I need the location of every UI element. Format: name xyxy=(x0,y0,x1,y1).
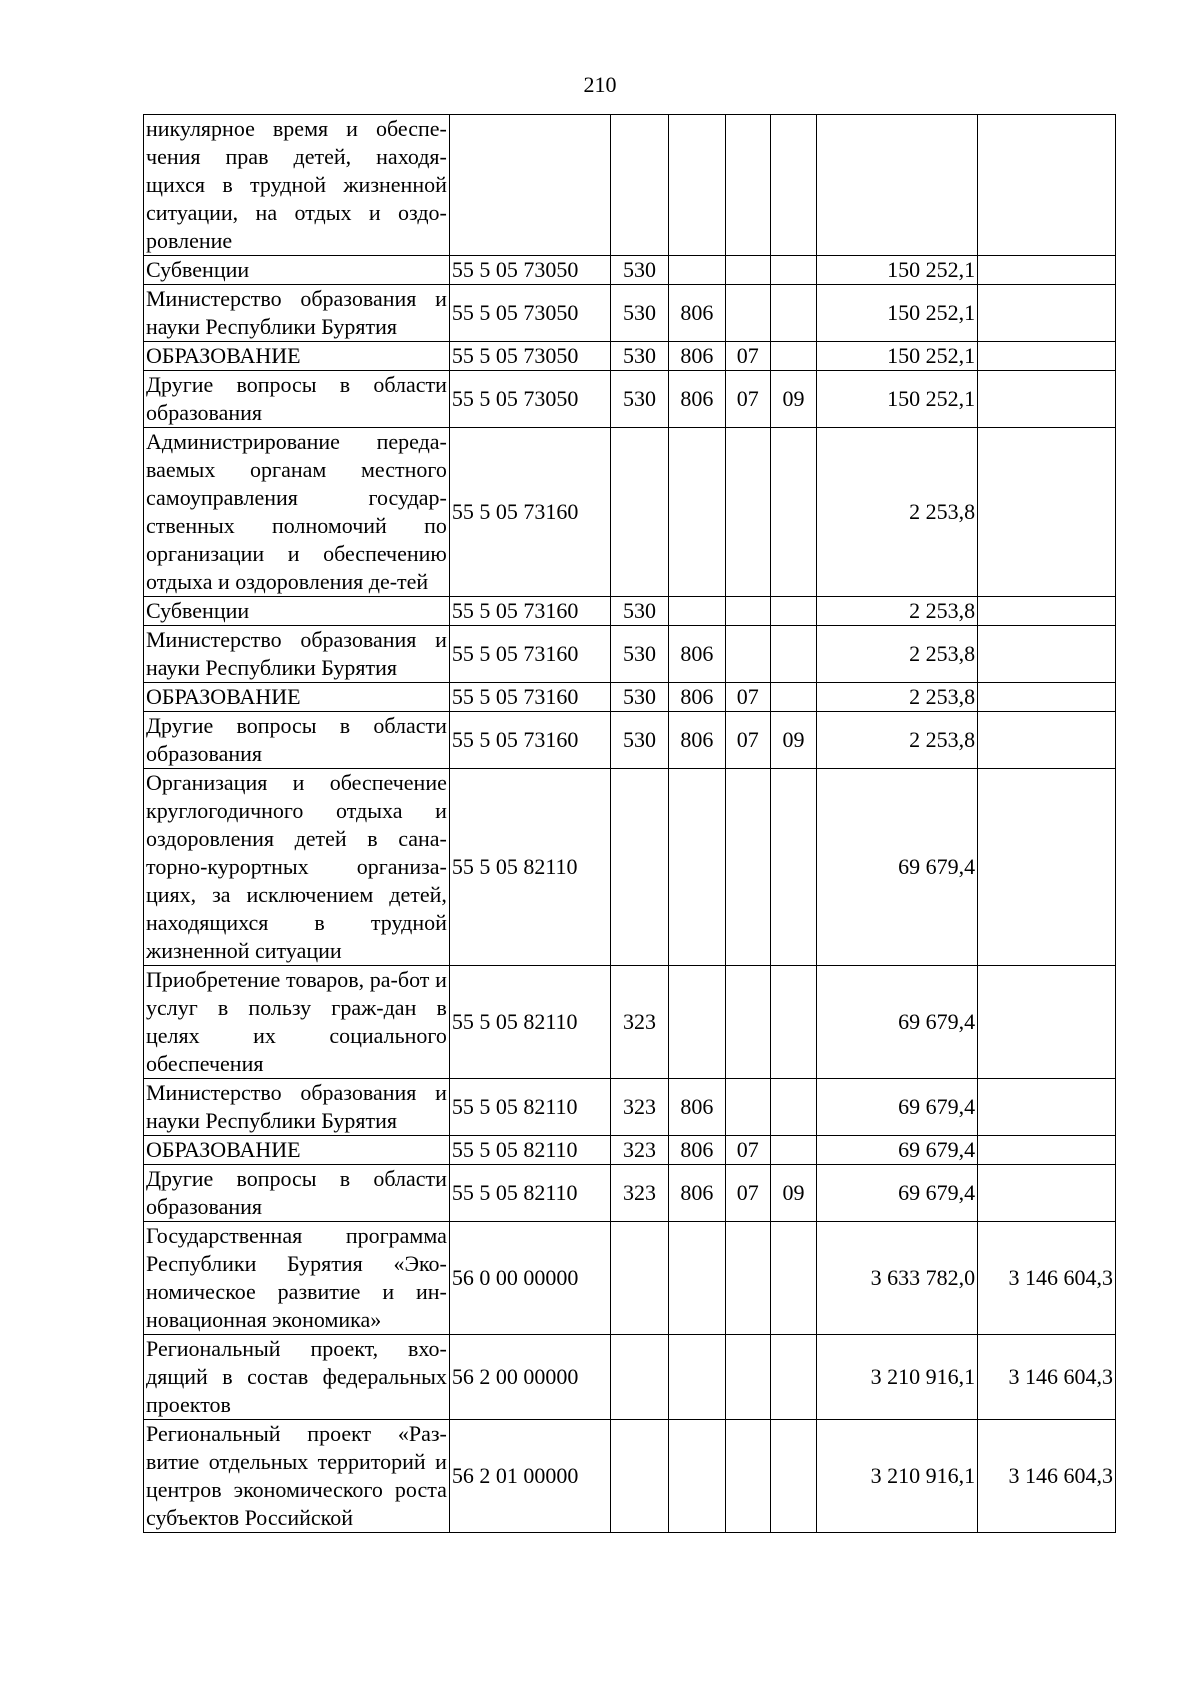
table-row xyxy=(144,769,1116,966)
expense-type-cell: 530 xyxy=(610,285,668,342)
subsection-code-cell xyxy=(770,966,816,1079)
item-name-cell: никулярное время и обеспе-чения прав детей, находя-щихся в трудной жизненной ситуации, на отдых и оздо-ровление xyxy=(144,115,450,256)
department-code-cell xyxy=(669,256,725,285)
amount-cell: 2 253,8 xyxy=(817,428,978,597)
expense-type-cell: 323 xyxy=(610,1136,668,1165)
target-article-cell: 55 5 05 73160 xyxy=(449,712,610,769)
section-code-cell xyxy=(725,769,770,966)
amount-cell: 3 210 916,1 xyxy=(817,1420,978,1533)
target-article-cell: 55 5 05 73160 xyxy=(449,626,610,683)
target-article-cell: 55 5 05 82110 xyxy=(449,769,610,966)
department-code-cell xyxy=(669,1420,725,1533)
department-code-cell xyxy=(669,115,725,256)
expense-type-cell xyxy=(610,1335,668,1420)
item-name-cell: Другие вопросы в области образования xyxy=(144,712,450,769)
expense-type-cell xyxy=(610,1420,668,1533)
amount-cell: 69 679,4 xyxy=(817,1165,978,1222)
department-code-cell xyxy=(669,1335,725,1420)
table-row xyxy=(144,371,1116,428)
subsection-code-cell xyxy=(770,428,816,597)
target-article-cell: 55 5 05 73160 xyxy=(449,683,610,712)
item-name-cell: Субвенции xyxy=(144,256,450,285)
section-code-cell xyxy=(725,1222,770,1335)
target-article-cell: 55 5 05 73160 xyxy=(449,597,610,626)
department-code-cell: 806 xyxy=(669,712,725,769)
subsection-code-cell xyxy=(770,115,816,256)
table-row xyxy=(144,285,1116,342)
section-code-cell xyxy=(725,626,770,683)
subsection-code-cell xyxy=(770,626,816,683)
expense-type-cell: 323 xyxy=(610,1079,668,1136)
federal-amount-cell xyxy=(978,1079,1116,1136)
amount-cell: 69 679,4 xyxy=(817,966,978,1079)
federal-amount-cell xyxy=(978,285,1116,342)
table-row xyxy=(144,256,1116,285)
table-row xyxy=(144,1165,1116,1222)
section-code-cell: 07 xyxy=(725,712,770,769)
subsection-code-cell xyxy=(770,1222,816,1335)
page-number: 210 xyxy=(583,72,617,97)
subsection-code-cell xyxy=(770,1420,816,1533)
expense-type-cell: 530 xyxy=(610,626,668,683)
subsection-code-cell xyxy=(770,256,816,285)
subsection-code-cell xyxy=(770,285,816,342)
expense-type-cell: 530 xyxy=(610,597,668,626)
section-code-cell xyxy=(725,285,770,342)
expense-type-cell: 530 xyxy=(610,371,668,428)
expense-type-cell xyxy=(610,115,668,256)
section-code-cell xyxy=(725,966,770,1079)
section-code-cell: 07 xyxy=(725,342,770,371)
federal-amount-cell: 3 146 604,3 xyxy=(978,1420,1116,1533)
amount-cell: 3 633 782,0 xyxy=(817,1222,978,1335)
table-row xyxy=(144,1335,1116,1420)
item-name-cell: ОБРАЗОВАНИЕ xyxy=(144,342,450,371)
table-row xyxy=(144,428,1116,597)
department-code-cell: 806 xyxy=(669,371,725,428)
section-code-cell xyxy=(725,115,770,256)
department-code-cell xyxy=(669,428,725,597)
department-code-cell: 806 xyxy=(669,683,725,712)
amount-cell: 2 253,8 xyxy=(817,597,978,626)
subsection-code-cell xyxy=(770,1136,816,1165)
target-article-cell: 55 5 05 73160 xyxy=(449,428,610,597)
expense-type-cell: 530 xyxy=(610,712,668,769)
item-name-cell: Министерство образования и науки Республики Бурятия xyxy=(144,1079,450,1136)
subsection-code-cell: 09 xyxy=(770,712,816,769)
department-code-cell: 806 xyxy=(669,342,725,371)
target-article-cell: 55 5 05 73050 xyxy=(449,256,610,285)
federal-amount-cell xyxy=(978,428,1116,597)
item-name-cell: Другие вопросы в области образования xyxy=(144,1165,450,1222)
federal-amount-cell xyxy=(978,626,1116,683)
item-name-cell: Министерство образования и науки Республики Бурятия xyxy=(144,626,450,683)
target-article-cell: 55 5 05 73050 xyxy=(449,342,610,371)
target-article-cell: 56 2 00 00000 xyxy=(449,1335,610,1420)
section-code-cell xyxy=(725,1079,770,1136)
table-row xyxy=(144,626,1116,683)
amount-cell: 150 252,1 xyxy=(817,371,978,428)
item-name-cell: Другие вопросы в области образования xyxy=(144,371,450,428)
target-article-cell: 56 0 00 00000 xyxy=(449,1222,610,1335)
amount-cell: 3 210 916,1 xyxy=(817,1335,978,1420)
table-row xyxy=(144,683,1116,712)
table-body xyxy=(144,115,1116,1533)
target-article-cell xyxy=(449,115,610,256)
section-code-cell: 07 xyxy=(725,1165,770,1222)
federal-amount-cell xyxy=(978,597,1116,626)
expense-type-cell: 530 xyxy=(610,256,668,285)
amount-cell: 150 252,1 xyxy=(817,285,978,342)
department-code-cell xyxy=(669,966,725,1079)
subsection-code-cell xyxy=(770,1079,816,1136)
amount-cell: 150 252,1 xyxy=(817,342,978,371)
section-code-cell: 07 xyxy=(725,1136,770,1165)
item-name-cell: Приобретение товаров, ра-бот и услуг в пользу граж-дан в целях их социального обеспечения xyxy=(144,966,450,1079)
item-name-cell: Региональный проект, вхо-дящий в состав федеральных проектов xyxy=(144,1335,450,1420)
expense-type-cell xyxy=(610,1222,668,1335)
federal-amount-cell xyxy=(978,1136,1116,1165)
table-row xyxy=(144,966,1116,1079)
item-name-cell: Государственная программа Республики Бурятия «Эко-номическое развитие и ин-новационная экономика» xyxy=(144,1222,450,1335)
target-article-cell: 55 5 05 82110 xyxy=(449,1136,610,1165)
amount-cell: 69 679,4 xyxy=(817,1136,978,1165)
table-row xyxy=(144,342,1116,371)
amount-cell: 2 253,8 xyxy=(817,683,978,712)
amount-cell: 2 253,8 xyxy=(817,712,978,769)
table-row xyxy=(144,712,1116,769)
target-article-cell: 55 5 05 73050 xyxy=(449,285,610,342)
department-code-cell: 806 xyxy=(669,1136,725,1165)
amount-cell: 150 252,1 xyxy=(817,256,978,285)
item-name-cell: Организация и обеспечение круглогодичного отдыха и оздоровления детей в сана-торно-курортных организа-циях, за исключением детей, находящихся в трудной жизненной ситуации xyxy=(144,769,450,966)
federal-amount-cell: 3 146 604,3 xyxy=(978,1222,1116,1335)
section-code-cell xyxy=(725,1335,770,1420)
department-code-cell xyxy=(669,769,725,966)
subsection-code-cell xyxy=(770,342,816,371)
federal-amount-cell xyxy=(978,371,1116,428)
target-article-cell: 56 2 01 00000 xyxy=(449,1420,610,1533)
target-article-cell: 55 5 05 73050 xyxy=(449,371,610,428)
federal-amount-cell xyxy=(978,712,1116,769)
budget-table xyxy=(143,114,1116,1533)
department-code-cell xyxy=(669,597,725,626)
subsection-code-cell xyxy=(770,1335,816,1420)
item-name-cell: Субвенции xyxy=(144,597,450,626)
target-article-cell: 55 5 05 82110 xyxy=(449,1165,610,1222)
subsection-code-cell xyxy=(770,683,816,712)
table-row xyxy=(144,115,1116,256)
amount-cell: 69 679,4 xyxy=(817,769,978,966)
section-code-cell xyxy=(725,1420,770,1533)
item-name-cell: Администрирование переда-ваемых органам местного самоуправления государ-ственных полномочий по организации и обеспечению отдыха и оздоровления де-тей xyxy=(144,428,450,597)
expense-type-cell xyxy=(610,428,668,597)
subsection-code-cell xyxy=(770,769,816,966)
subsection-code-cell xyxy=(770,597,816,626)
target-article-cell: 55 5 05 82110 xyxy=(449,1079,610,1136)
section-code-cell: 07 xyxy=(725,683,770,712)
table-row xyxy=(144,1136,1116,1165)
department-code-cell: 806 xyxy=(669,285,725,342)
section-code-cell xyxy=(725,256,770,285)
item-name-cell: ОБРАЗОВАНИЕ xyxy=(144,1136,450,1165)
table-row xyxy=(144,597,1116,626)
item-name-cell: ОБРАЗОВАНИЕ xyxy=(144,683,450,712)
subsection-code-cell: 09 xyxy=(770,1165,816,1222)
expense-type-cell: 323 xyxy=(610,1165,668,1222)
section-code-cell: 07 xyxy=(725,371,770,428)
department-code-cell: 806 xyxy=(669,1165,725,1222)
item-name-cell: Региональный проект «Раз-витие отдельных территорий и центров экономического роста субъектов Российской xyxy=(144,1420,450,1533)
federal-amount-cell xyxy=(978,342,1116,371)
federal-amount-cell xyxy=(978,115,1116,256)
department-code-cell: 806 xyxy=(669,1079,725,1136)
target-article-cell: 55 5 05 82110 xyxy=(449,966,610,1079)
amount-cell xyxy=(817,115,978,256)
table-row xyxy=(144,1420,1116,1533)
expense-type-cell: 530 xyxy=(610,342,668,371)
item-name-cell: Министерство образования и науки Республики Бурятия xyxy=(144,285,450,342)
department-code-cell xyxy=(669,1222,725,1335)
table-row xyxy=(144,1222,1116,1335)
section-code-cell xyxy=(725,428,770,597)
subsection-code-cell: 09 xyxy=(770,371,816,428)
federal-amount-cell xyxy=(978,256,1116,285)
federal-amount-cell xyxy=(978,683,1116,712)
federal-amount-cell xyxy=(978,966,1116,1079)
table-row xyxy=(144,1079,1116,1136)
expense-type-cell: 530 xyxy=(610,683,668,712)
expense-type-cell xyxy=(610,769,668,966)
expense-type-cell: 323 xyxy=(610,966,668,1079)
federal-amount-cell xyxy=(978,769,1116,966)
amount-cell: 69 679,4 xyxy=(817,1079,978,1136)
section-code-cell xyxy=(725,597,770,626)
department-code-cell: 806 xyxy=(669,626,725,683)
amount-cell: 2 253,8 xyxy=(817,626,978,683)
federal-amount-cell xyxy=(978,1165,1116,1222)
federal-amount-cell: 3 146 604,3 xyxy=(978,1335,1116,1420)
